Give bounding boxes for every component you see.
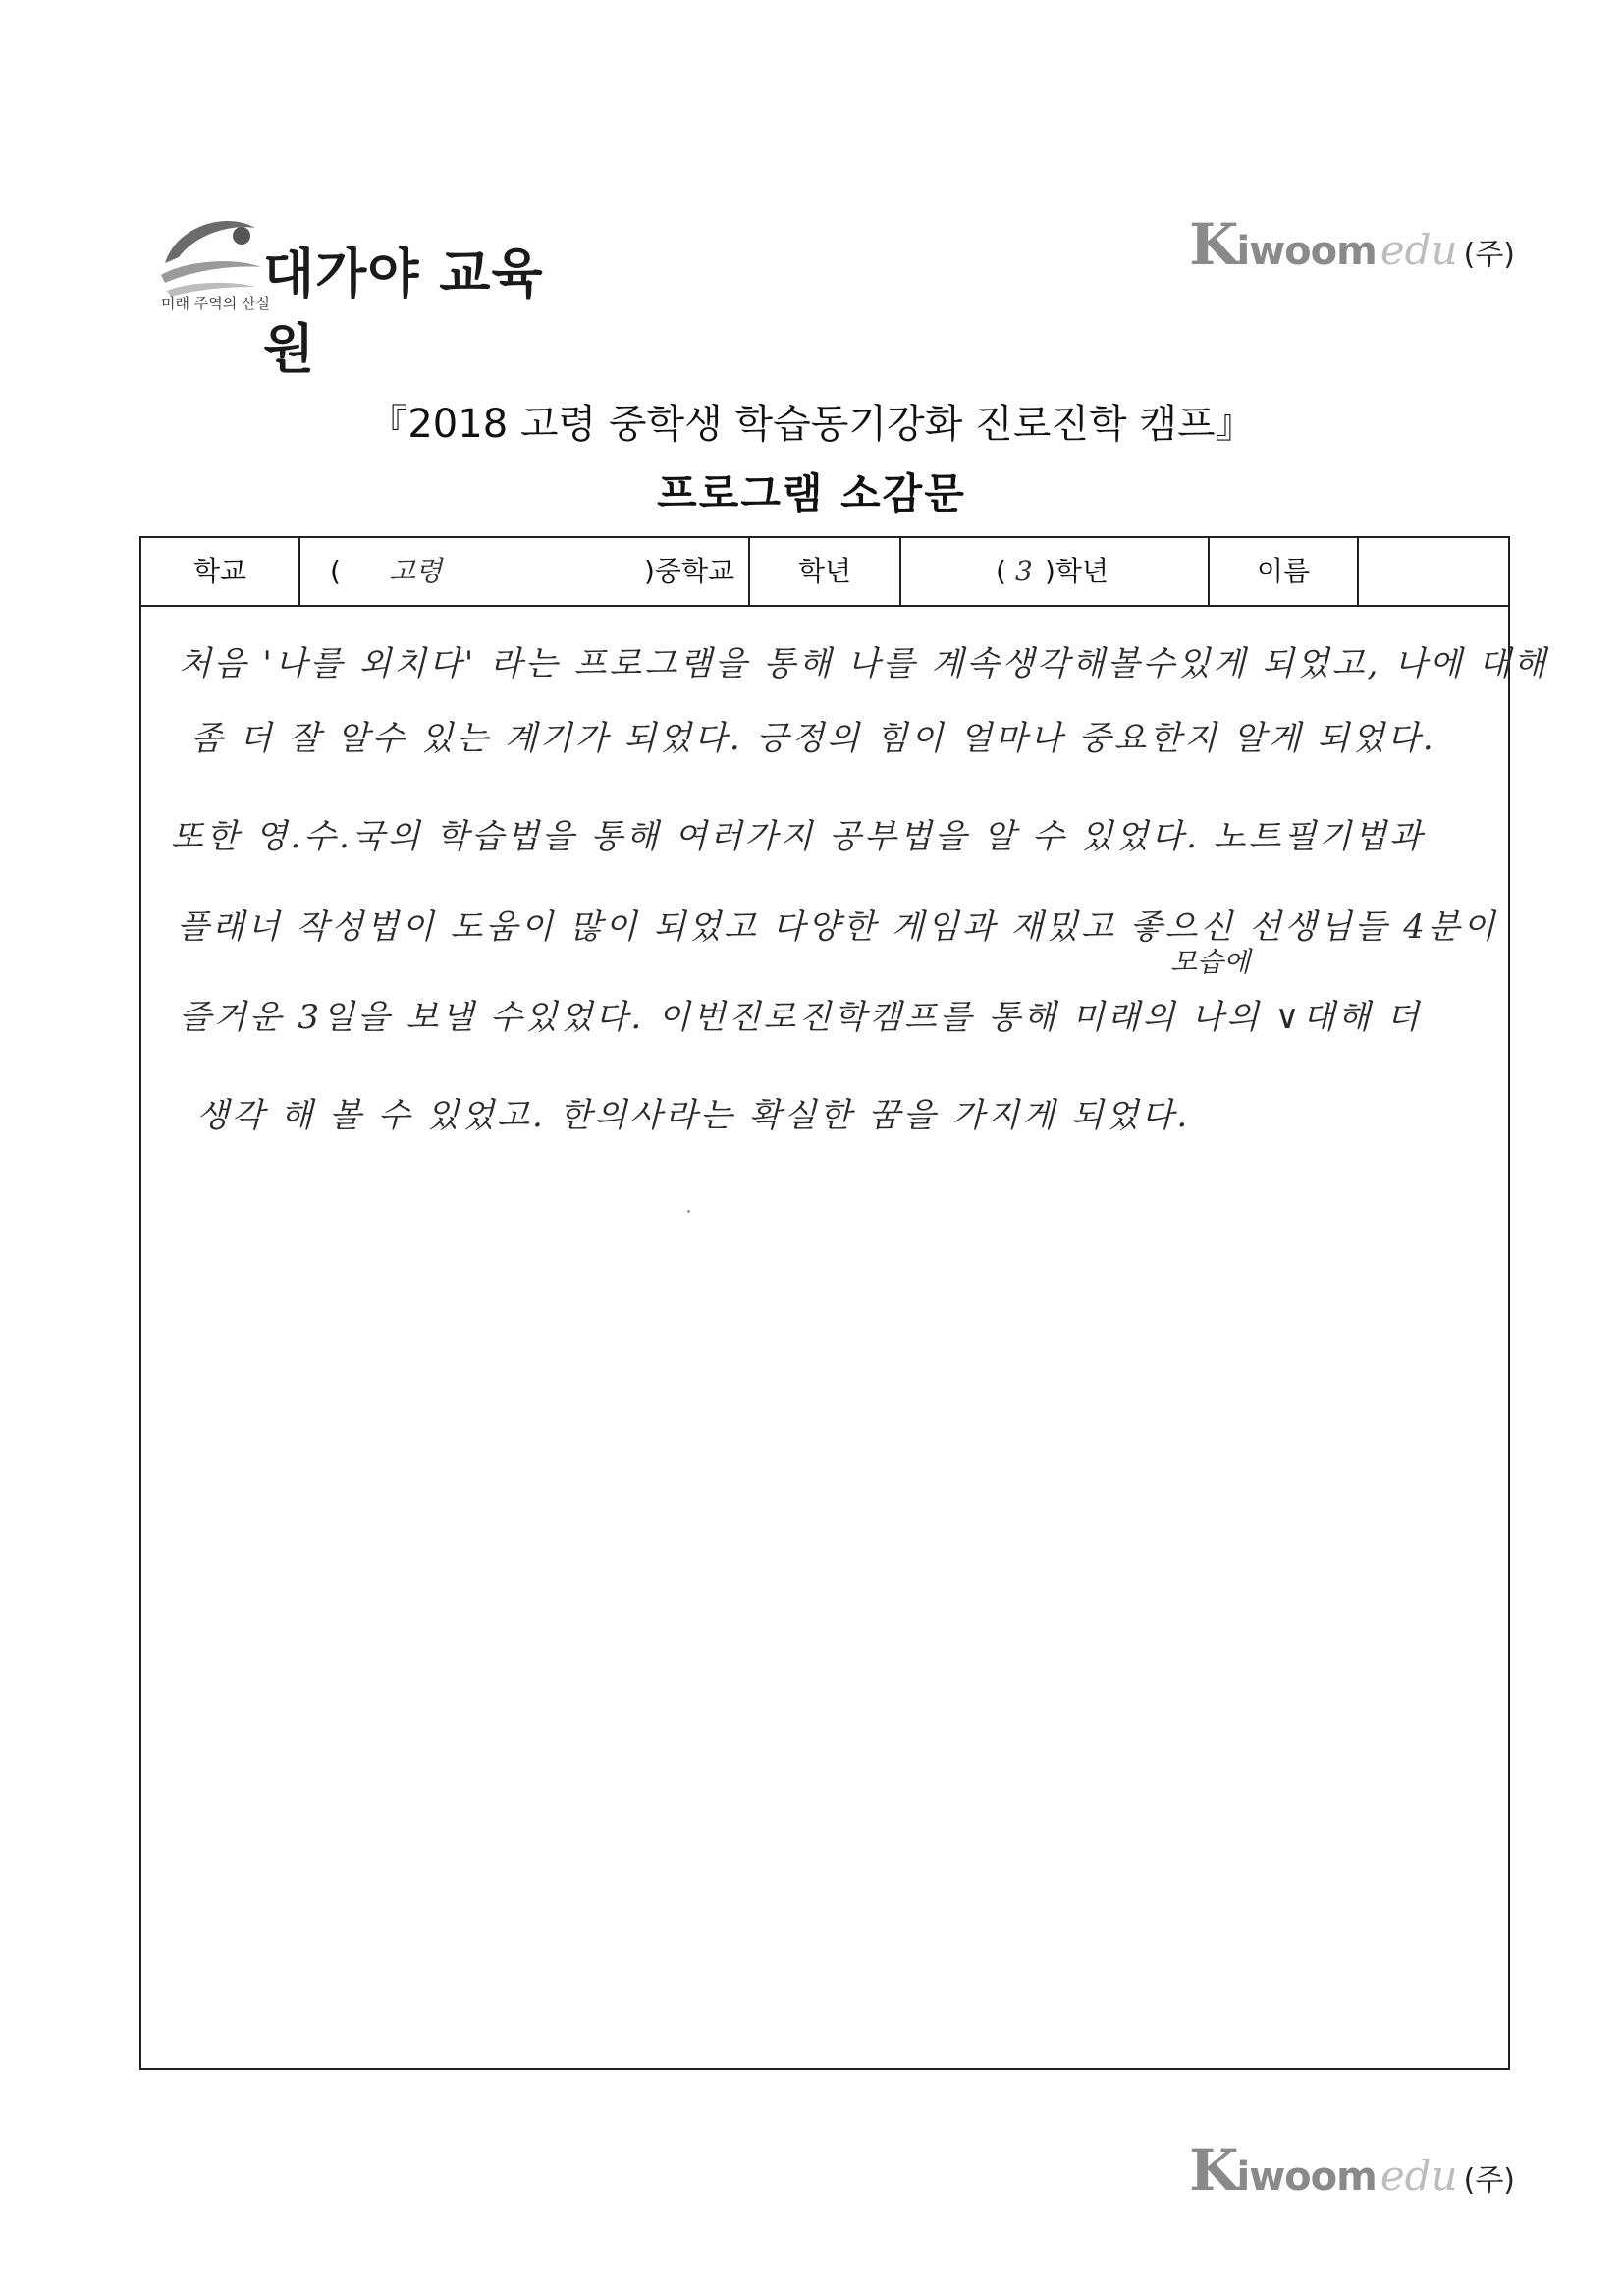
school-suffix: )중학교 — [644, 555, 735, 587]
scan-speck — [687, 1210, 690, 1213]
org-slogan: 미래 주역의 산실 — [161, 295, 270, 312]
grade-field[interactable] — [901, 538, 1208, 605]
swoosh-logo-icon — [157, 206, 265, 300]
grade-value: 3 — [1015, 555, 1033, 587]
essay-line-2: 좀 더 잘 알수 있는 계기가 되었다. 긍정의 힘이 얼마나 중요한지 알게 되었다. — [190, 719, 1436, 758]
essay-line-5: 즐거운 3일을 보낼 수있었다. 이번진로진학캠프를 통해 미래의 나의 ∨대해 더 — [179, 998, 1422, 1037]
essay-line-6: 생각 해 볼 수 있었고. 한의사라는 확실한 꿈을 가지게 되었다. — [196, 1096, 1191, 1135]
school-field[interactable] — [300, 538, 748, 605]
kiwoom-edu-text: edu — [1380, 2152, 1458, 2200]
kiwoom-k: K — [1189, 2137, 1237, 2204]
kiwoom-text: iwoom — [1236, 2155, 1377, 2200]
name-label: 이름 — [1256, 555, 1311, 587]
kiwoom-corp: (주) — [1463, 238, 1515, 272]
school-open-paren: ( — [330, 555, 341, 587]
essay-line-4: 플래너 작성법이 도움이 많이 되었고 다양한 게임과 재밌고 좋으신 선생님들 4분이 — [177, 907, 1498, 947]
school-label: 학교 — [192, 555, 247, 587]
org-name: 대가야 교육원 — [263, 243, 544, 380]
grade-open-paren: ( — [996, 555, 1006, 587]
daegaya-logo — [157, 206, 569, 380]
essay-line-1: 처음 '나를 외치다' 라는 프로그램을 통해 나를 계속생각해볼수있게 되었고, 나에 대해 — [179, 644, 1549, 683]
info-row — [141, 538, 1508, 607]
kiwoom-edu-text: edu — [1380, 226, 1458, 274]
essay-insertion: 모습에 — [1170, 946, 1251, 978]
kiwoom-text: iwoom — [1236, 229, 1377, 274]
school-value: 고령 — [389, 555, 443, 587]
essay-form — [139, 536, 1549, 2070]
name-field[interactable] — [1359, 538, 1508, 605]
kiwoom-edu-logo-bottom — [1189, 2137, 1515, 2204]
kiwoom-k: K — [1189, 211, 1237, 278]
kiwoom-corp: (주) — [1463, 2163, 1515, 2198]
kiwoom-edu-logo-top — [1189, 211, 1515, 278]
grade-suffix: )학년 — [1045, 555, 1109, 587]
essay-line-3: 또한 영.수.국의 학습법을 통해 여러가지 공부법을 알 수 있었다. 노트필기법과 — [171, 817, 1425, 856]
document-subtitle: 프로그램 소감문 — [657, 469, 966, 518]
document-title: 『2018 고령 중학생 학습동기강화 진로진학 캠프』 — [368, 402, 1255, 447]
grade-label: 학년 — [797, 555, 852, 587]
